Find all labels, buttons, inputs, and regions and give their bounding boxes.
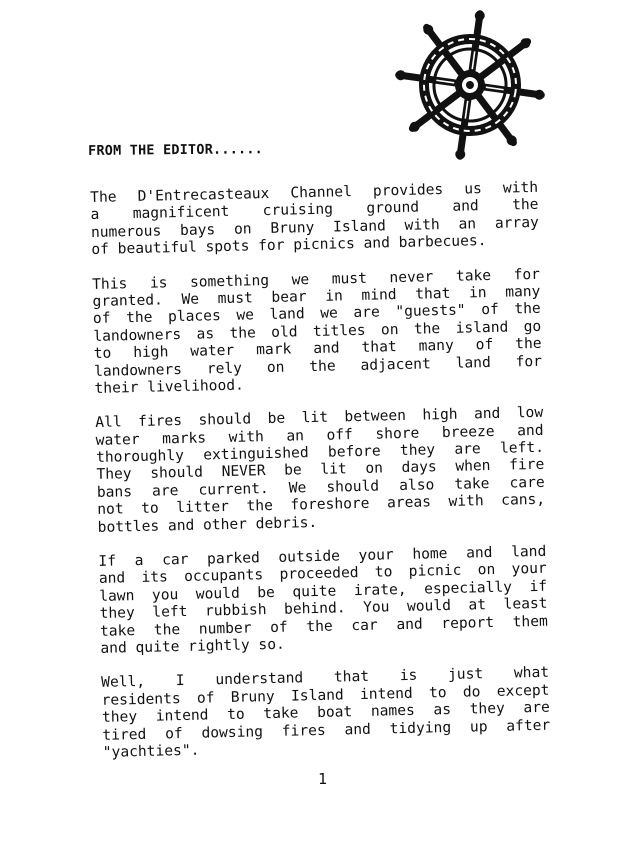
editorial-body: [90, 179, 551, 778]
text-line: bans are current. We should also take care: [96, 473, 545, 501]
text-line: landowners as the old titles on the island go: [93, 317, 542, 345]
text-line: numerous bays on Bruny Island with an array: [90, 213, 539, 241]
paragraph: [92, 265, 543, 397]
text-line: to high water mark and that many of the: [93, 334, 542, 363]
text-line: water marks with an off shore breeze and: [95, 421, 544, 449]
text-line: All fires should be lit between high and low: [95, 404, 544, 432]
text-line: thoroughly extinguished before they are left.: [95, 438, 545, 467]
text-line: they left rubbish behind. You would at least: [99, 594, 548, 623]
text-line: their livelihood.: [94, 376, 245, 397]
text-line: and quite rightly so.: [100, 635, 285, 657]
text-line: not to litter the foreshore areas with cans,: [97, 491, 546, 519]
text-line: residents of Bruny Island intend to do except: [101, 681, 550, 709]
text-line: of the places we land we are "guests" of the: [92, 300, 541, 328]
text-line: This is something we must never take for: [91, 265, 541, 293]
text-line: "yachties".: [102, 741, 200, 761]
paragraph: [90, 179, 539, 259]
text-line: they intend to take boat names as they are: [101, 698, 550, 727]
ships-wheel-icon: [395, 10, 545, 160]
text-line: a magnificent cruising ground and the: [90, 196, 539, 224]
paragraph: [95, 404, 546, 536]
text-line: Well, I understand that is just what: [101, 664, 550, 692]
paragraph: [101, 664, 551, 761]
page-number: 1: [318, 770, 328, 788]
paragraph: [98, 543, 548, 657]
text-line: of beautiful spots for picnics and barbecues.: [91, 232, 487, 259]
editor-heading: FROM THE EDITOR......: [88, 141, 264, 159]
text-line: The D'Entrecasteaux Channel provides us with: [90, 178, 539, 206]
text-line: lawn you would be quite irate, especially if: [99, 577, 548, 605]
text-line: tired of dowsing fires and tidying up after: [102, 716, 551, 744]
text-line: They should NEVER be lit on days when fire: [96, 456, 545, 484]
text-line: granted. We must bear in mind that in many: [92, 282, 541, 310]
text-line: take the number of the car and report them: [99, 612, 548, 640]
text-line: and its occupants proceeded to picnic on your: [98, 560, 547, 588]
text-line: landowners rely on the adjacent land for: [93, 352, 543, 380]
text-line: If a car parked outside your home and land: [98, 542, 547, 570]
text-line: bottles and other debris.: [97, 513, 318, 536]
